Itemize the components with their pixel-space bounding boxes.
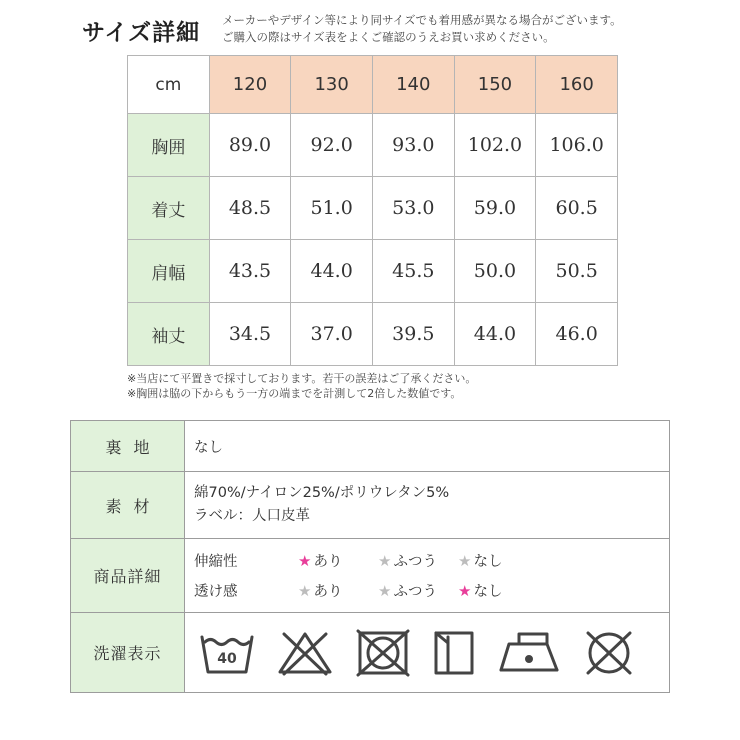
detail-row-care bbox=[71, 613, 670, 693]
option-label: あり bbox=[313, 554, 343, 570]
table-row bbox=[128, 114, 618, 177]
table-cell: 92.0 bbox=[291, 114, 373, 177]
option-label: なし bbox=[473, 554, 503, 570]
detail-table bbox=[70, 420, 670, 693]
wash-temp: 40 bbox=[217, 650, 237, 667]
table-cell: 43.5 bbox=[209, 240, 291, 303]
table-cell: 39.5 bbox=[372, 303, 454, 366]
table-row bbox=[128, 303, 618, 366]
option-label: なし bbox=[473, 584, 503, 600]
feature-option bbox=[458, 580, 538, 601]
feature-option bbox=[378, 550, 458, 571]
star-icon: ★ bbox=[298, 551, 312, 570]
feature-name: 透け感 bbox=[194, 584, 238, 600]
care-icons-cell bbox=[185, 613, 670, 693]
table-cell: 50.0 bbox=[454, 240, 536, 303]
size-header-cell: 120 bbox=[209, 56, 291, 114]
option-label: ふつう bbox=[393, 554, 437, 570]
measure-note-line2: ※胸囲は脇の下からもう一方の端までを計測して2倍した数値です。 bbox=[127, 387, 462, 400]
lining-label bbox=[71, 421, 185, 472]
table-cell: 53.0 bbox=[372, 177, 454, 240]
measure-note-line1: ※当店にて平置きで採寸しております。若干の誤差はご了承ください。 bbox=[127, 372, 477, 385]
line-dry-shade-icon bbox=[432, 629, 476, 677]
table-cell: 48.5 bbox=[209, 177, 291, 240]
size-header-row bbox=[128, 56, 618, 114]
care-icons bbox=[185, 613, 669, 692]
lining-value: なし bbox=[185, 421, 670, 472]
material-label-text: 素材 bbox=[105, 496, 162, 516]
table-cell: 102.0 bbox=[454, 114, 536, 177]
table-cell: 51.0 bbox=[291, 177, 373, 240]
product-label: 商品詳細 bbox=[71, 539, 185, 613]
material-value bbox=[185, 472, 670, 539]
lining-label-text: 裏地 bbox=[105, 437, 162, 457]
feature-option bbox=[378, 580, 458, 601]
table-cell: 93.0 bbox=[372, 114, 454, 177]
unit-cell: cm bbox=[128, 56, 210, 114]
row-label: 肩幅 bbox=[128, 240, 210, 303]
table-cell: 45.5 bbox=[372, 240, 454, 303]
option-label: あり bbox=[313, 584, 343, 600]
no-bleach-icon bbox=[276, 630, 334, 676]
size-header-cell: 130 bbox=[291, 56, 373, 114]
material-label bbox=[71, 472, 185, 539]
star-icon: ★ bbox=[378, 551, 392, 570]
table-cell: 59.0 bbox=[454, 177, 536, 240]
size-table bbox=[127, 55, 618, 366]
feature-stretch bbox=[194, 546, 669, 576]
iron-low-icon bbox=[497, 630, 561, 676]
table-cell: 34.5 bbox=[209, 303, 291, 366]
table-row bbox=[128, 240, 618, 303]
product-features bbox=[185, 539, 670, 613]
wash-40-icon bbox=[199, 630, 255, 676]
table-cell: 46.0 bbox=[536, 303, 618, 366]
table-cell: 60.5 bbox=[536, 177, 618, 240]
feature-option bbox=[458, 550, 538, 571]
table-cell: 37.0 bbox=[291, 303, 373, 366]
material-line2: ラベル：人口皮革 bbox=[194, 508, 310, 524]
size-note bbox=[222, 12, 622, 46]
option-label: ふつう bbox=[393, 584, 437, 600]
star-icon: ★ bbox=[458, 581, 472, 600]
detail-row-lining bbox=[71, 421, 670, 472]
star-icon: ★ bbox=[378, 581, 392, 600]
feature-option bbox=[298, 580, 378, 601]
material-line1: 綿70%/ナイロン25%/ポリウレタン5% bbox=[194, 485, 450, 501]
size-header-cell: 150 bbox=[454, 56, 536, 114]
page-title: サイズ詳細 bbox=[82, 20, 201, 46]
detail-row-material bbox=[71, 472, 670, 539]
row-label: 着丈 bbox=[128, 177, 210, 240]
table-cell: 106.0 bbox=[536, 114, 618, 177]
table-cell: 50.5 bbox=[536, 240, 618, 303]
feature-option bbox=[298, 550, 378, 571]
feature-name: 伸縮性 bbox=[194, 554, 238, 570]
row-label: 胸囲 bbox=[128, 114, 210, 177]
feature-transparency bbox=[194, 576, 669, 606]
measure-note bbox=[127, 371, 476, 401]
table-cell: 44.0 bbox=[454, 303, 536, 366]
size-header-cell: 160 bbox=[536, 56, 618, 114]
table-cell: 44.0 bbox=[291, 240, 373, 303]
star-icon: ★ bbox=[458, 551, 472, 570]
size-note-line1: メーカーやデザイン等により同サイズでも着用感が異なる場合がございます。 bbox=[222, 13, 622, 27]
row-label: 袖丈 bbox=[128, 303, 210, 366]
size-note-line2: ご購入の際はサイズ表をよくご確認のうえお買い求めください。 bbox=[222, 30, 555, 44]
detail-row-product bbox=[71, 539, 670, 613]
table-row bbox=[128, 177, 618, 240]
no-tumble-dry-icon bbox=[355, 628, 411, 678]
star-icon: ★ bbox=[298, 581, 312, 600]
table-cell: 89.0 bbox=[209, 114, 291, 177]
size-header-cell: 140 bbox=[372, 56, 454, 114]
care-label: 洗濯表示 bbox=[71, 613, 185, 693]
no-dry-clean-icon bbox=[582, 628, 636, 678]
